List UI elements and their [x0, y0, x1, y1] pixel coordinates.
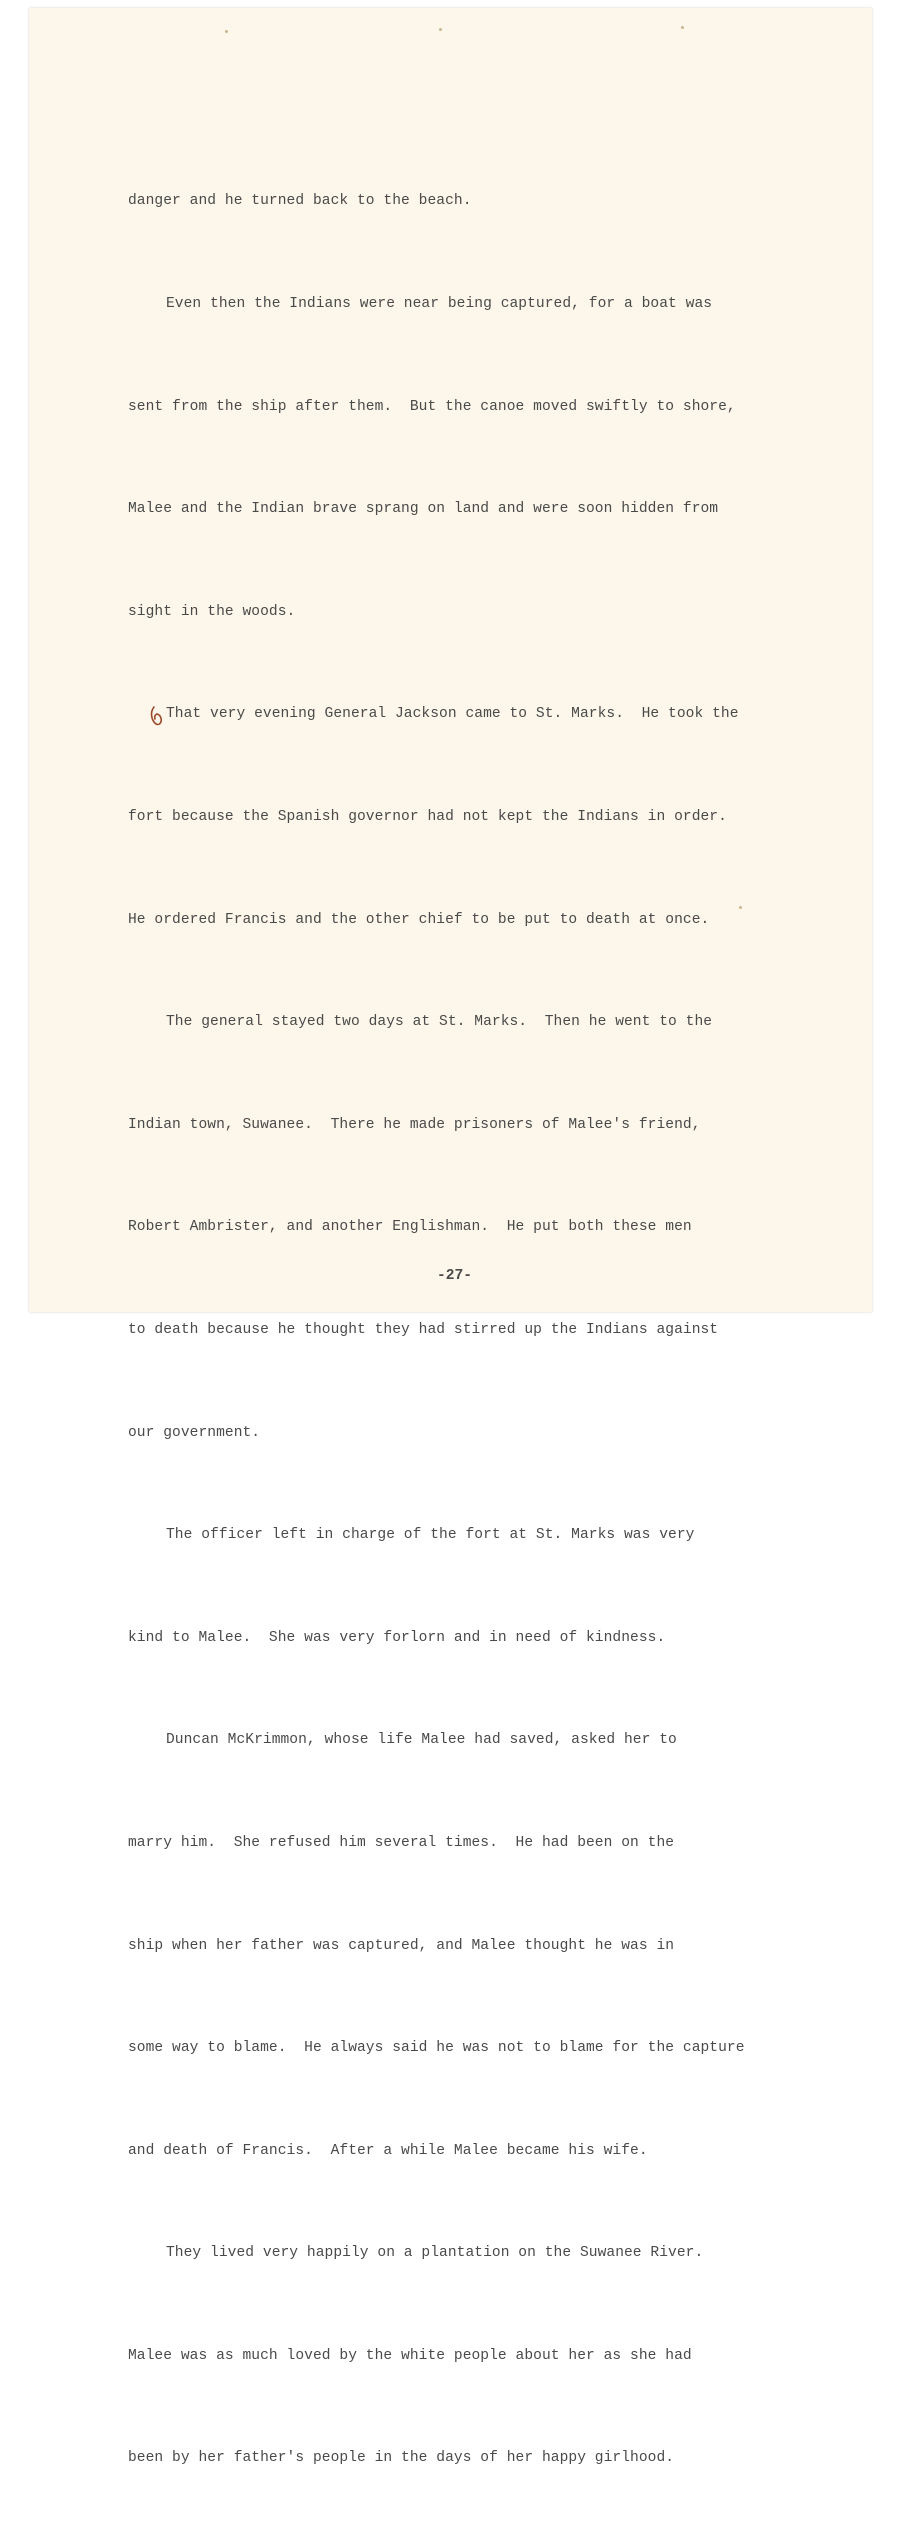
text-line: Malee and the Indian brave sprang on land and were soon hidden from: [128, 501, 719, 518]
text-line: Even then the Indians were near being captured, for a boat was: [166, 296, 713, 312]
document-page: [29, 8, 872, 2467]
text-line: That very evening General Jackson came to St. Marks. He took the: [166, 706, 739, 723]
text-line: The general stayed two days at St. Marks. Then he went to the: [166, 1014, 713, 1031]
text-line: The officer left in charge of the fort at St. Marks was very: [166, 1527, 695, 1544]
text-line: our government.: [128, 1424, 261, 1441]
text-line: fort because the Spanish governor had not kept the Indians in order.: [128, 808, 727, 825]
text-line: marry him. She refused him several times. He had been on the: [128, 1834, 675, 1851]
paper-speck: [439, 28, 442, 31]
page-number: -27-: [437, 1268, 473, 1284]
text-line: Robert Ambrister, and another Englishman. He put both these men: [128, 1219, 692, 1236]
text-line: sent from the ship after them. But the canoe moved swiftly to shore,: [128, 398, 736, 415]
text-line: He ordered Francis and the other chief to be put to death at once.: [128, 911, 710, 928]
text-line: danger and he turned back to the beach.: [128, 193, 472, 210]
text-line: kind to Malee. She was very forlorn and in need of kindness.: [128, 1629, 666, 1646]
text-line: been by her father's people in the days of her happy girlhood.: [128, 2450, 675, 2467]
text-line: ship when her father was captured, and Malee thought he was in: [128, 1937, 675, 1954]
text-line: some way to blame. He always said he was not to blame for the capture: [128, 2040, 745, 2057]
body-text: [128, 116, 745, 2544]
text-line: sight in the woods.: [128, 603, 296, 620]
paper-speck: [681, 26, 684, 29]
paper-speck: [225, 30, 228, 33]
text-line: and death of Francis. After a while Malee became his wife.: [128, 2142, 648, 2159]
text-line: Indian town, Suwanee. There he made prisoners of Malee's friend,: [128, 1116, 701, 1133]
text-line: Duncan McKrimmon, whose life Malee had saved, asked her to: [166, 1732, 677, 1749]
text-line: They lived very happily on a plantation on the Suwanee River.: [166, 2245, 704, 2262]
text-line: Malee was as much loved by the white people about her as she had: [128, 2347, 692, 2364]
text-line: to death because he thought they had stirred up the Indians against: [128, 1321, 719, 1338]
